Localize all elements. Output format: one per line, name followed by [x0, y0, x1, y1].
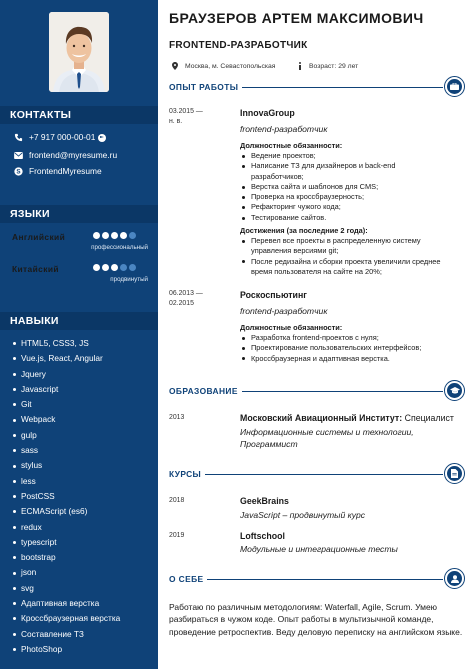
skill-item: redux — [13, 520, 120, 535]
age-text: Возраст: 29 лет — [309, 62, 359, 70]
rating-dot — [93, 232, 100, 239]
skill-item: sass — [13, 443, 120, 458]
education-section-header — [169, 382, 465, 400]
skill-item: Webpack — [13, 412, 120, 427]
skype-login: FrontendMyresume — [29, 166, 102, 176]
duties-title: Должностные обязанности: — [240, 141, 343, 150]
age — [298, 62, 358, 70]
rating-dot — [93, 264, 100, 271]
skill-item: bootstrap — [13, 550, 120, 565]
skill-item: Jquery — [13, 367, 120, 382]
company-name: Роскоспьютинг — [240, 290, 307, 300]
course-topic: Модульные и интеграционные тесты — [240, 544, 398, 554]
language-rating — [93, 264, 136, 271]
achievements-list — [240, 236, 450, 277]
about-section-header — [169, 570, 465, 588]
experience-section-header — [169, 78, 465, 96]
job-position: frontend-разработчик — [240, 124, 328, 134]
language-level: продвинутый — [110, 276, 148, 283]
about-text: Работаю по различным методологиям: Waterfall, Agile, Scrum. Умею разбираться в чужом коде. Опыт работы в мультизычной команде, проведение ретроспектив. Веду деловую переписку на английском языке. — [169, 602, 463, 637]
email-contact[interactable] — [13, 150, 117, 161]
rating-dot — [129, 264, 136, 271]
envelope-icon — [13, 151, 23, 161]
list-item: Кроссбраузерная и адаптивная верстка. — [240, 354, 450, 364]
skill-item: PhotoShop — [13, 642, 120, 657]
company-name: InnovaGroup — [240, 108, 295, 118]
list-item: Проверка на кроссбраузерность; — [240, 192, 450, 202]
list-item: Тестирование сайтов. — [240, 213, 450, 223]
phone-number: +7 917 000-00-01 — [29, 132, 96, 142]
profile-photo — [49, 12, 109, 92]
location — [172, 62, 275, 70]
languages-title: ЯЗЫКИ — [0, 205, 158, 223]
rating-dot — [111, 232, 118, 239]
skill-item: Составление ТЗ — [13, 627, 120, 642]
courses-section-header — [169, 465, 465, 483]
skill-item: Кроссбраузерная верстка — [13, 611, 120, 626]
duties-list — [240, 151, 450, 223]
email-address: frontend@myresume.ru — [29, 150, 118, 160]
map-pin-icon — [172, 62, 178, 70]
skill-item: Git — [13, 397, 120, 412]
skills-list — [13, 336, 120, 657]
skill-item: HTML5, CSS3, JS — [13, 336, 120, 351]
briefcase-icon — [444, 76, 465, 97]
course-name: GeekBrains — [240, 496, 289, 506]
skill-item: json — [13, 565, 120, 580]
telegram-icon — [98, 134, 106, 142]
rating-dot — [102, 232, 109, 239]
list-item: Рефакторинг чужого кода; — [240, 202, 450, 212]
svg-text:S: S — [15, 168, 21, 176]
degree: Специалист — [404, 413, 454, 423]
experience-title: ОПЫТ РАБОТЫ — [169, 82, 242, 92]
skill-item: PostCSS — [13, 489, 120, 504]
rating-dot — [120, 232, 127, 239]
skill-item: less — [13, 474, 120, 489]
job-dates: 06.2013 — 02.2015 — [169, 290, 203, 307]
course-topic: JavaScript – продвинутый курс — [240, 510, 366, 520]
course-name: Loftschool — [240, 531, 285, 541]
duties-title: Должностные обязанности: — [240, 323, 343, 332]
skill-item: Javascript — [13, 382, 120, 397]
rating-dot — [129, 232, 136, 239]
location-text: Москва, м. Севастопольская — [185, 62, 276, 70]
institution-name: Московский Авиационный Институт: Специалист — [240, 413, 454, 423]
list-item: Ведение проектов; — [240, 151, 450, 161]
job-dates: 03.2015 — н. в. — [169, 108, 203, 125]
course-year: 2018 — [169, 497, 185, 504]
rating-dot — [102, 264, 109, 271]
skill-item: Vue.js, React, Angular — [13, 351, 120, 366]
phone-icon — [13, 133, 23, 143]
education-year: 2013 — [169, 414, 185, 421]
document-icon — [444, 463, 465, 484]
job-position: frontend-разработчик — [240, 306, 328, 316]
language-level: профессиональный — [91, 244, 148, 251]
full-name: БРАУЗЕРОВ АРТЕМ МАКСИМОВИЧ — [169, 10, 424, 26]
skype-icon — [13, 167, 23, 177]
skill-item: stylus — [13, 458, 120, 473]
list-item: После редизайна и сборки проекта увеличили среднее время пользователя на сайте на 20%; — [240, 257, 450, 278]
skill-item: Адаптивная верстка — [13, 596, 120, 611]
skype-contact[interactable] — [13, 166, 102, 177]
sidebar — [0, 0, 158, 669]
language-name: Китайский — [12, 264, 59, 274]
achievements-title: Достижения (за последние 2 года): — [240, 226, 368, 235]
job-title: FRONTEND-РАЗРАБОТЧИК — [169, 40, 308, 51]
skill-item: ECMAScript (es6) — [13, 504, 120, 519]
about-title: О СЕБЕ — [169, 574, 207, 584]
list-item: Перевел все проекты в распределенную систему управления версиями git; — [240, 236, 450, 257]
rating-dot — [120, 264, 127, 271]
education-field: Информационные системы и технологии, Программист — [240, 427, 414, 449]
language-rating — [93, 232, 136, 239]
rating-dot — [111, 264, 118, 271]
contacts-title: КОНТАКТЫ — [0, 106, 158, 124]
education-title: ОБРАЗОВАНИЕ — [169, 386, 242, 396]
list-item: Верстка сайта и шаблонов для CMS; — [240, 182, 450, 192]
list-item: Написание ТЗ для дизайнеров и back-end разработчиков; — [240, 161, 450, 182]
skill-item: svg — [13, 581, 120, 596]
duties-list — [240, 333, 450, 364]
courses-title: КУРСЫ — [169, 469, 205, 479]
phone-contact[interactable] — [13, 132, 106, 143]
skills-title: НАВЫКИ — [0, 312, 158, 330]
list-item: Проектирование пользовательских интерфейсов; — [240, 343, 450, 353]
course-year: 2019 — [169, 532, 185, 539]
user-icon — [444, 568, 465, 589]
language-name: Английский — [12, 232, 66, 242]
graduation-cap-icon — [444, 380, 465, 401]
info-icon — [298, 62, 302, 70]
skill-item: typescript — [13, 535, 120, 550]
skill-item: gulp — [13, 428, 120, 443]
list-item: Разработка frontend-проектов с нуля; — [240, 333, 450, 343]
main-content — [158, 0, 473, 669]
